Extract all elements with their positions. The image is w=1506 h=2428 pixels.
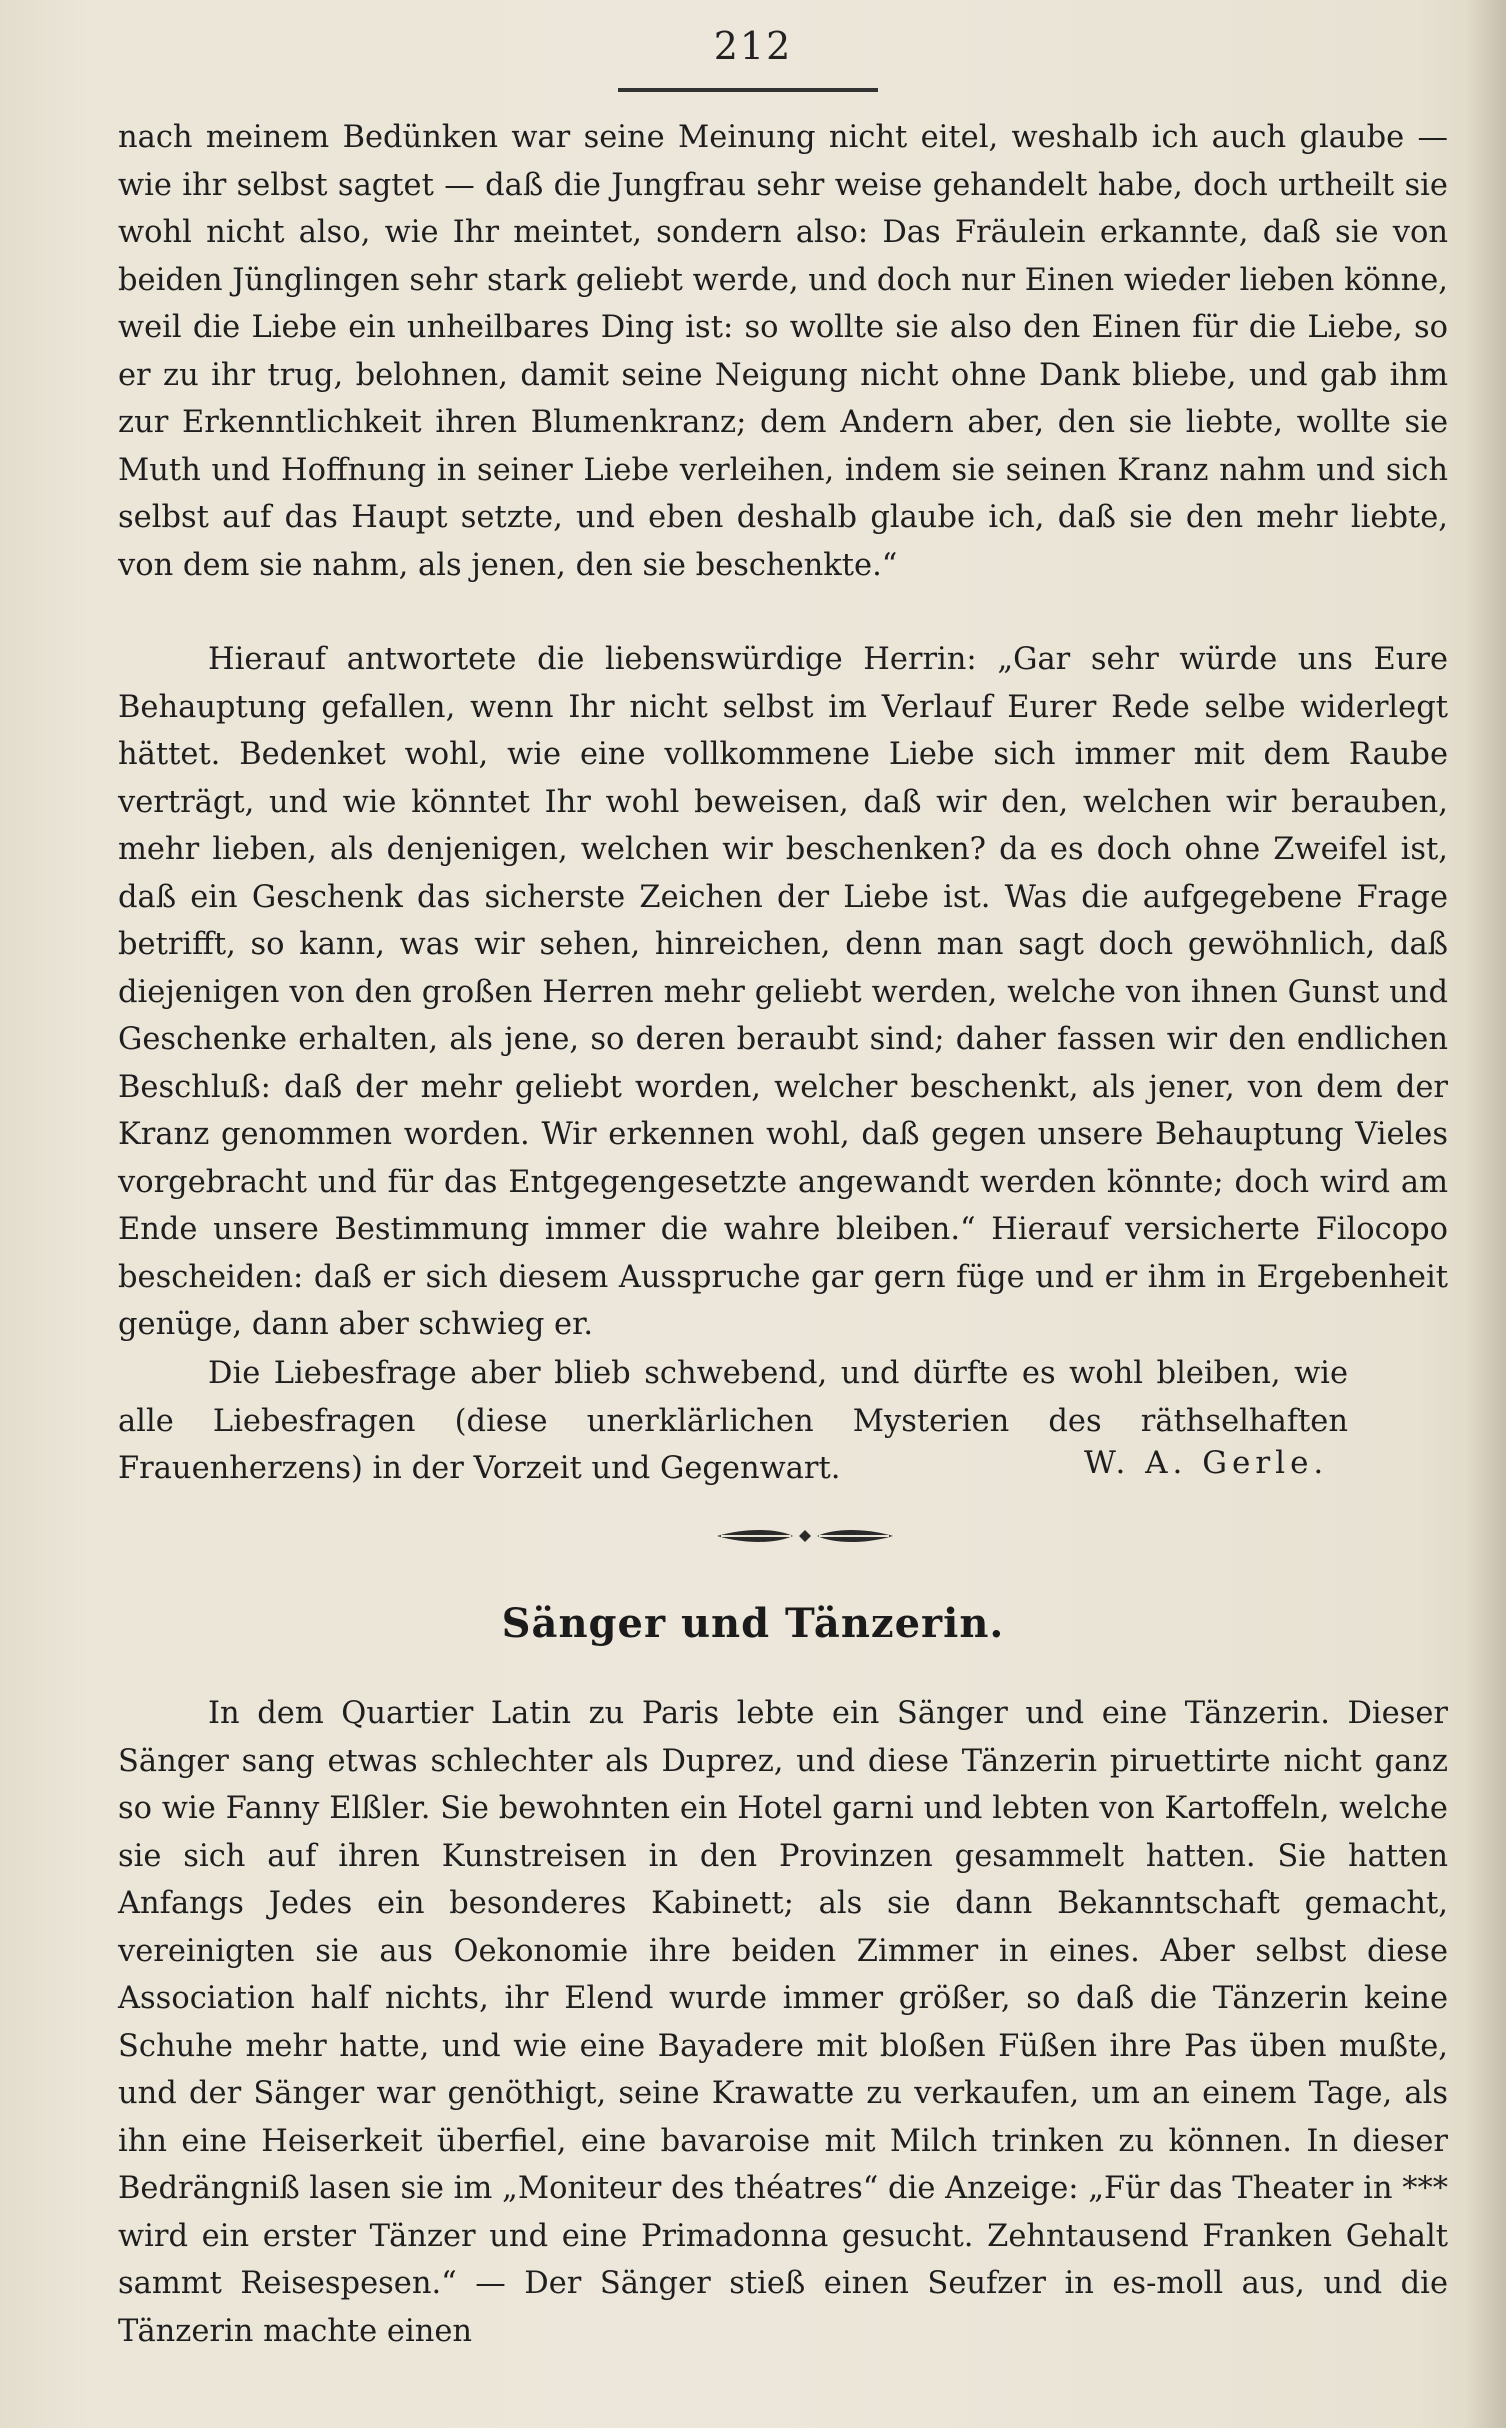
- ornament-divider: [715, 1524, 895, 1548]
- paragraph-2: [118, 636, 1448, 1349]
- section-paragraph: [118, 1690, 1448, 2355]
- paragraph-1: [118, 114, 1448, 589]
- header-rule: [618, 88, 878, 92]
- binding-shadow: [1466, 0, 1506, 2428]
- page-number: 212: [713, 24, 793, 68]
- author-signature: W. A. Gerle.: [1084, 1445, 1329, 1481]
- paragraph-text: Die Liebesfrage aber blieb schwebend, und dürfte es wohl bleiben, wie alle Liebesfragen (diese unerklärlichen Mysterien des räthselhaften Frauenherzens) in der Vorzeit und Gegenwart.: [118, 1356, 1348, 1486]
- section-title: Sänger und Tänzerin.: [501, 1600, 1005, 1647]
- paragraph-text: In dem Quartier Latin zu Paris lebte ein Sänger und eine Tänzerin. Dieser Sänger sang etwas schlechter als Duprez, und diese Tänzerin piruettirte nicht ganz so wie Fanny Elßler. Sie bewohnten ein Hotel garni und lebten von Kartoffeln, welche sie sich auf ihren Kunstreisen in den Provinzen gesammelt hatten. Sie hatten Anfangs Jedes ein besonderes Kabinett; als sie dann Bekanntschaft gemacht, vereinigten sie aus Oekonomie ihre beiden Zimmer in eines. Aber selbst diese Association half nichts, ihr Elend wurde immer größer, so daß die Tänzerin keine Schuhe mehr hatte, und wie eine Bayadere mit bloßen Füßen ihre Pas üben mußte, und der Sänger war genöthigt, seine Krawatte zu verkaufen, um an einem Tage, als ihn eine Heiserkeit überfiel, eine bavaroise mit Milch trinken zu können. In dieser Bedrängniß lasen sie im „Moniteur des théatres“ die Anzeige: „Für das Theater in *** wird ein erster Tänzer und eine Primadonna gesucht. Zehntausend Franken Gehalt sammt Reisespesen.“ — Der Sänger stieß einen Seufzer in es-moll aus, und die Tänzerin machte einen: [118, 1696, 1448, 2349]
- paragraph-text: nach meinem Bedünken war seine Meinung nicht eitel, weshalb ich auch glaube — wie ihr selbst sagtet — daß die Jungfrau sehr weise gehandelt habe, doch urtheilt sie wohl nicht also, wie Ihr meintet, sondern also: Das Fräulein erkannte, daß sie von beiden Jünglingen sehr stark geliebt werde, und doch nur Einen wieder lieben könne, weil die Liebe ein unheilbares Ding ist: so wollte sie also den Einen für die Liebe, so er zu ihr trug, belohnen, damit seine Neigung nicht ohne Dank bliebe, und gab ihm zur Erkenntlichkeit ihren Blumenkranz; dem Andern aber, den sie liebte, wollte sie Muth und Hoffnung in seiner Liebe verleihen, indem sie seinen Kranz nahm und sich selbst auf das Haupt setzte, und eben deshalb glaube ich, daß sie den mehr liebte, von dem sie nahm, als jenen, den sie beschenkte.“: [118, 120, 1448, 583]
- paragraph-text: Hierauf antwortete die liebenswürdige Herrin: „Gar sehr würde uns Eure Behauptung gefallen, wenn Ihr nicht selbst im Verlauf Eurer Rede selbe widerlegt hättet. Bedenket wohl, wie eine vollkommene Liebe sich immer mit dem Raube verträgt, und wie könntet Ihr wohl beweisen, daß wir den, welchen wir berauben, mehr lieben, als denjenigen, welchen wir beschenken? da es doch ohne Zweifel ist, daß ein Geschenk das sicherste Zeichen der Liebe ist. Was die aufgegebene Frage betrifft, so kann, was wir sehen, hinreichen, denn man sagt doch gewöhnlich, daß diejenigen von den großen Herren mehr geliebt werden, welche von ihnen Gunst und Geschenke erhalten, als jene, so deren beraubt sind; daher fassen wir den endlichen Beschluß: daß der mehr geliebt worden, welcher beschenkt, als jener, von dem der Kranz genommen worden. Wir erkennen wohl, daß gegen unsere Behauptung Vieles vorgebracht und für das Entgegengesetzte angewandt werden könnte; doch wird am Ende unsere Bestimmung immer die wahre bleiben.“ Hierauf versicherte Filocopo bescheiden: daß er sich diesem Ausspruche gar gern füge und er ihm in Ergebenheit genüge, dann aber schwieg er.: [118, 642, 1448, 1342]
